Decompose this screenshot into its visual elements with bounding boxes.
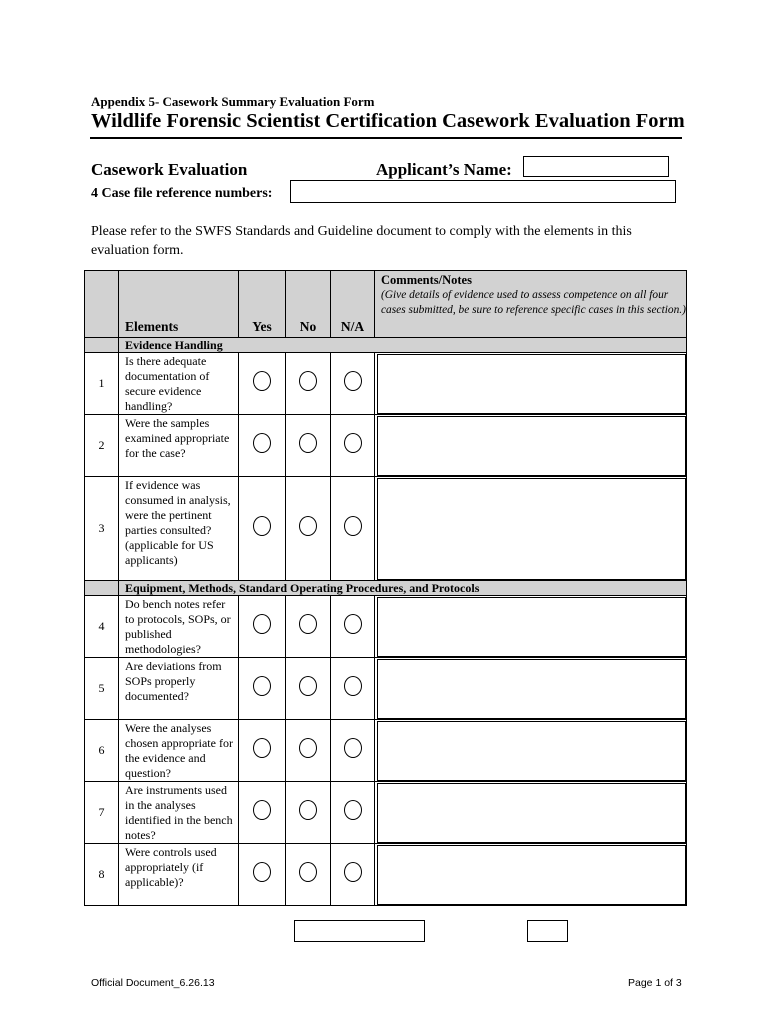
row-number: 4 [85, 596, 119, 658]
section-num-cell [85, 338, 119, 353]
table-header-row [85, 271, 687, 338]
header-elements: Elements [125, 319, 179, 334]
comments-field[interactable] [377, 416, 686, 476]
radio-cell-na [331, 782, 375, 844]
radio-cell-na [331, 477, 375, 581]
radio-cell-no [286, 782, 331, 844]
section-row [85, 338, 687, 353]
radio-cell-no [286, 477, 331, 581]
radio-cell-yes [239, 658, 286, 720]
radio-no[interactable] [299, 433, 317, 453]
instructions: Please refer to the SWFS Standards and Guideline document to comply with the elements in this evaluation form. [91, 224, 632, 258]
bottom-field-2[interactable] [527, 920, 568, 942]
comments-field[interactable] [377, 721, 686, 781]
bottom-field-1[interactable] [294, 920, 425, 942]
radio-na[interactable] [344, 433, 362, 453]
radio-yes[interactable] [253, 862, 271, 882]
radio-no[interactable] [299, 516, 317, 536]
section-title: Evidence Handling [125, 338, 223, 352]
radio-cell-yes [239, 720, 286, 782]
radio-yes[interactable] [253, 614, 271, 634]
comments-cell [375, 782, 687, 844]
radio-cell-na [331, 720, 375, 782]
row-number: 3 [85, 477, 119, 581]
comments-field[interactable] [377, 354, 686, 414]
radio-no[interactable] [299, 614, 317, 634]
radio-cell-na [331, 658, 375, 720]
radio-na[interactable] [344, 738, 362, 758]
radio-yes[interactable] [253, 433, 271, 453]
applicant-name-field[interactable] [523, 156, 669, 177]
comments-cell [375, 477, 687, 581]
case-ref-label: 4 Case file reference numbers: [91, 186, 273, 201]
header-no: No [299, 319, 317, 334]
appendix-heading: Appendix 5- Casework Summary Evaluation Form [91, 94, 375, 109]
evaluation-table [84, 270, 687, 906]
comments-field[interactable] [377, 478, 686, 580]
row-element-text: Do bench notes refer to protocols, SOPs, or published methodologies? [119, 596, 239, 658]
row-element-text: Were the samples examined appropriate for the case? [119, 415, 239, 477]
header-no-cell [286, 271, 331, 338]
case-ref-field[interactable] [290, 180, 676, 203]
radio-na[interactable] [344, 676, 362, 696]
row-number: 6 [85, 720, 119, 782]
radio-yes[interactable] [253, 676, 271, 696]
header-na: N/A [340, 319, 365, 334]
radio-cell-na [331, 596, 375, 658]
comments-cell [375, 844, 687, 906]
table-row [85, 658, 687, 720]
comments-field[interactable] [377, 783, 686, 843]
header-na-cell [331, 271, 375, 338]
row-element-text: Were controls used appropriately (if applicable)? [119, 844, 239, 906]
radio-no[interactable] [299, 738, 317, 758]
table-row [85, 415, 687, 477]
radio-na[interactable] [344, 862, 362, 882]
row-element-text: Were the analyses chosen appropriate for the evidence and question? [119, 720, 239, 782]
row-element-text: Are instruments used in the analyses identified in the bench notes? [119, 782, 239, 844]
header-comments-cell [375, 271, 687, 338]
header-yes-cell [239, 271, 286, 338]
radio-no[interactable] [299, 371, 317, 391]
radio-no[interactable] [299, 800, 317, 820]
radio-cell-no [286, 844, 331, 906]
comments-cell [375, 658, 687, 720]
casework-evaluation-label: Casework Evaluation [91, 160, 248, 179]
radio-cell-yes [239, 415, 286, 477]
row-number: 7 [85, 782, 119, 844]
row-number: 5 [85, 658, 119, 720]
radio-no[interactable] [299, 862, 317, 882]
header-comments-note: (Give details of evidence used to assess competence on all four cases submitted, be sure to reference specific cases in this section.) [381, 289, 686, 316]
table-row [85, 477, 687, 581]
row-number: 2 [85, 415, 119, 477]
radio-cell-no [286, 353, 331, 415]
radio-cell-yes [239, 477, 286, 581]
footer-page-number: Page 1 of 3 [628, 977, 682, 989]
radio-cell-no [286, 720, 331, 782]
radio-cell-no [286, 658, 331, 720]
footer-document-id: Official Document_6.26.13 [91, 977, 215, 989]
radio-cell-no [286, 596, 331, 658]
page-title: Wildlife Forensic Scientist Certification Casework Evaluation Form [91, 110, 685, 132]
radio-cell-na [331, 415, 375, 477]
applicant-name-label: Applicant’s Name: [376, 160, 512, 179]
header-num-cell [85, 271, 119, 338]
table-row [85, 782, 687, 844]
radio-na[interactable] [344, 371, 362, 391]
section-row [85, 581, 687, 596]
header-elements-cell [119, 271, 239, 338]
table-row [85, 720, 687, 782]
section-title-cell [119, 338, 687, 353]
radio-na[interactable] [344, 800, 362, 820]
radio-cell-yes [239, 844, 286, 906]
comments-cell [375, 596, 687, 658]
row-number: 1 [85, 353, 119, 415]
table-row [85, 353, 687, 415]
comments-cell [375, 353, 687, 415]
title-underline [90, 137, 682, 139]
radio-cell-na [331, 353, 375, 415]
comments-field[interactable] [377, 659, 686, 719]
radio-na[interactable] [344, 614, 362, 634]
header-yes: Yes [252, 319, 272, 334]
radio-cell-yes [239, 596, 286, 658]
table-row [85, 844, 687, 906]
header-comments-title: Comments/Notes [381, 273, 472, 287]
table-row [85, 596, 687, 658]
radio-yes[interactable] [253, 800, 271, 820]
section-num-cell [85, 581, 119, 596]
radio-cell-na [331, 844, 375, 906]
row-number: 8 [85, 844, 119, 906]
row-element-text: If evidence was consumed in analysis, were the pertinent parties consulted? (applicable for US applicants) [119, 477, 239, 581]
comments-field[interactable] [377, 597, 686, 657]
section-title-cell [119, 581, 687, 596]
radio-cell-no [286, 415, 331, 477]
radio-cell-yes [239, 353, 286, 415]
radio-no[interactable] [299, 676, 317, 696]
comments-field[interactable] [377, 845, 686, 905]
row-element-text: Are deviations from SOPs properly documented? [119, 658, 239, 720]
row-element-text: Is there adequate documentation of secure evidence handling? [119, 353, 239, 415]
section-title: Equipment, Methods, Standard Operating Procedures, and Protocols [125, 581, 480, 595]
comments-cell [375, 720, 687, 782]
comments-cell [375, 415, 687, 477]
radio-na[interactable] [344, 516, 362, 536]
radio-yes[interactable] [253, 371, 271, 391]
radio-yes[interactable] [253, 516, 271, 536]
radio-cell-yes [239, 782, 286, 844]
radio-yes[interactable] [253, 738, 271, 758]
